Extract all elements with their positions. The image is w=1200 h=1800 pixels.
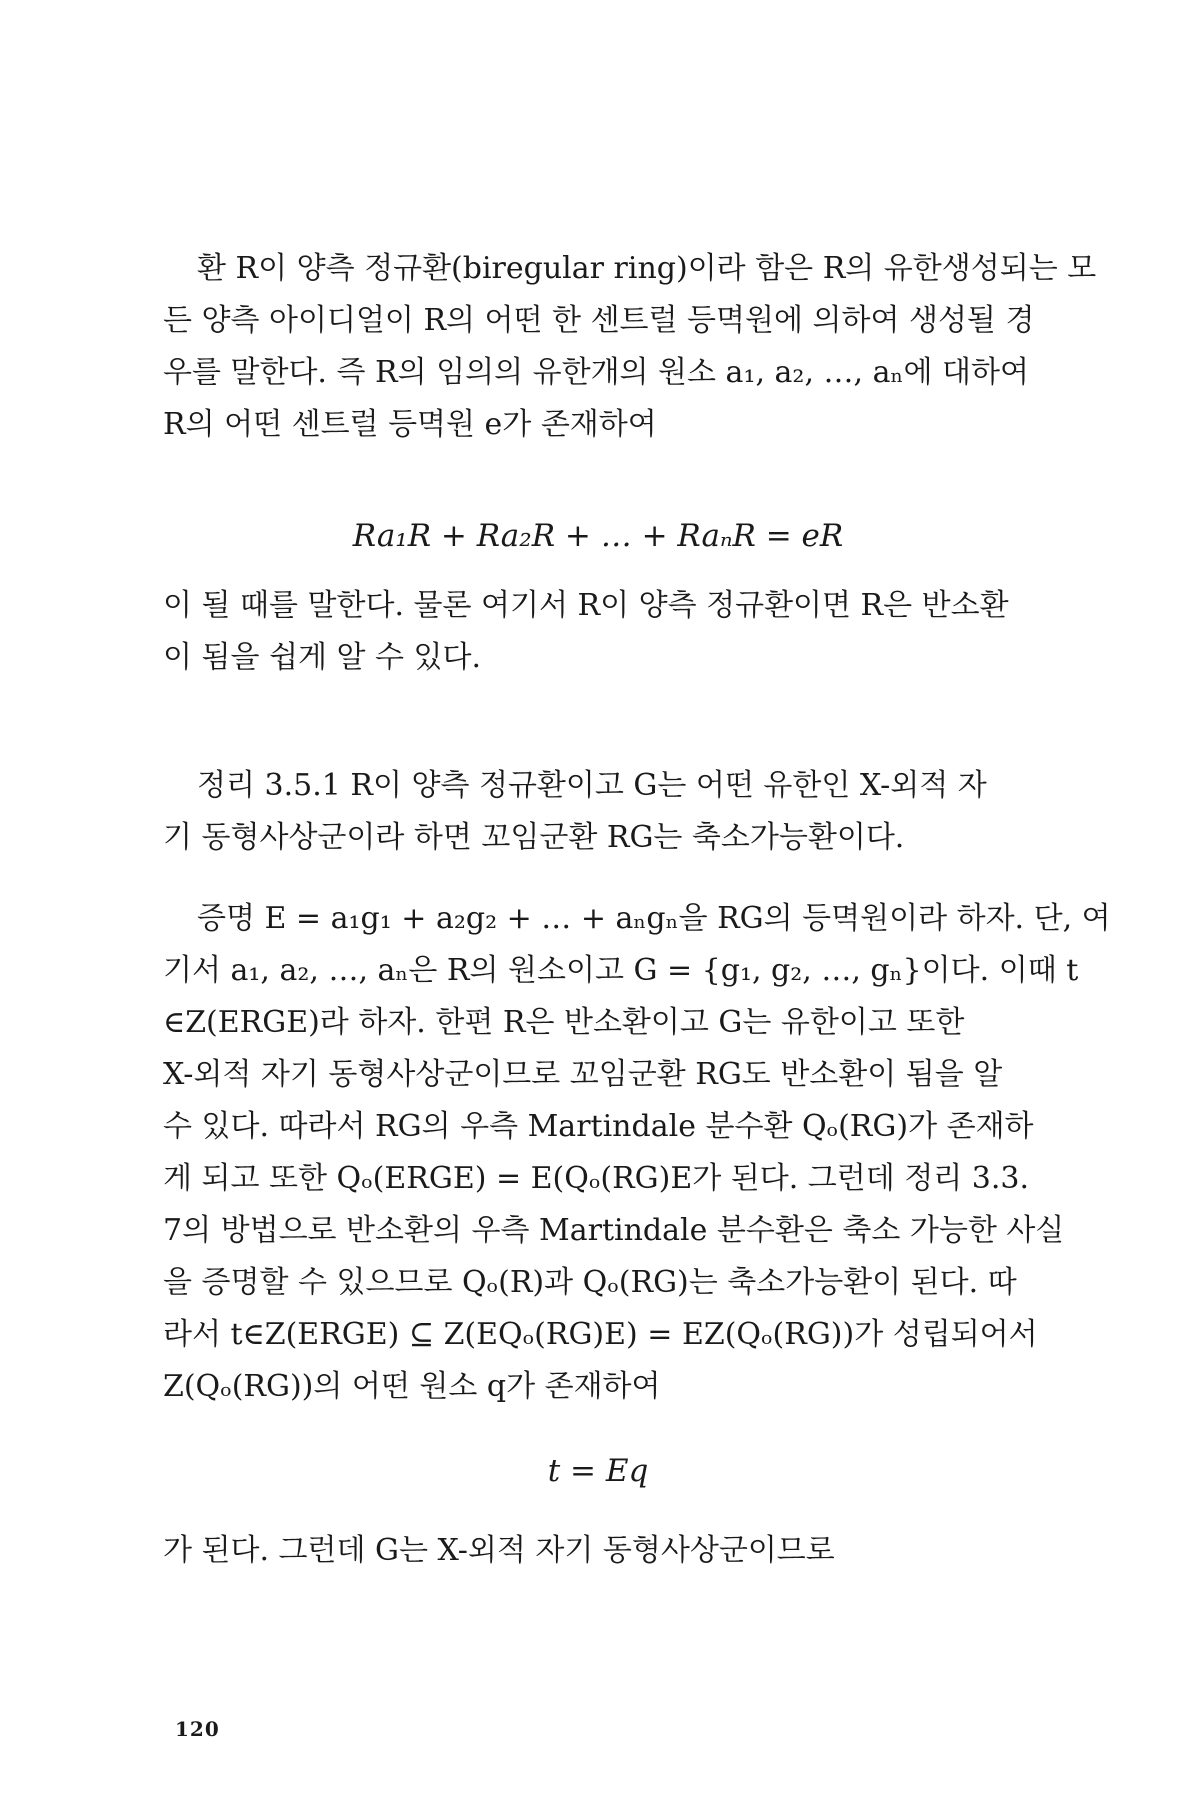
equation-block	[163, 1445, 1033, 1497]
equation-ideal-sum: Ra₁R + Ra₂R + … + RaₙR = eR	[352, 518, 844, 554]
text-line: 가 된다. 그런데 G는 X-외적 자기 동형사상군이므로	[163, 1533, 835, 1568]
theorem-line: 정리 3.5.1 R이 양측 정규환이고 G는 어떤 유한인 X-외적 자	[197, 768, 987, 803]
text-line: R의 어떤 센트럴 등멱원 e가 존재하여	[163, 407, 657, 442]
proof-block	[163, 893, 1111, 1413]
paragraph-continuation	[163, 1525, 1033, 1577]
equation-t-eq: t = Eq	[547, 1453, 649, 1489]
text-line: 이 됨을 쉽게 알 수 있다.	[163, 640, 482, 675]
proof-line: 증명 E = a₁g₁ + a₂g₂ + … + aₙgₙ을 RG의 등멱원이라 하자. 단, 여	[197, 901, 1111, 936]
text-line: 든 양측 아이디얼이 R의 어떤 한 센트럴 등멱원에 의하여 생성될 경	[163, 303, 1035, 338]
paragraph-definition	[163, 243, 1097, 451]
proof-line: 7의 방법으로 반소환의 우측 Martindale 분수환은 축소 가능한 사실	[163, 1213, 1065, 1248]
page-number: 120	[175, 1717, 220, 1741]
text-line: 환 R이 양측 정규환(biregular ring)이라 함은 R의 유한생성되는 모	[197, 251, 1097, 286]
text-line: 이 될 때를 말한다. 물론 여기서 R이 양측 정규환이면 R은 반소환	[163, 588, 1009, 623]
proof-line: 수 있다. 따라서 RG의 우측 Martindale 분수환 Qₒ(RG)가 존재하	[163, 1109, 1034, 1144]
theorem-line: 기 동형사상군이라 하면 꼬임군환 RG는 축소가능환이다.	[163, 820, 905, 855]
proof-line: 기서 a₁, a₂, …, aₙ은 R의 원소이고 G = {g₁, g₂, …, gₙ}이다. 이때 t	[163, 953, 1079, 988]
proof-line: Z(Qₒ(RG))의 어떤 원소 q가 존재하여	[163, 1369, 661, 1404]
proof-line: 게 되고 또한 Qₒ(ERGE) = E(Qₒ(RG)E가 된다. 그런데 정리 3.3.	[163, 1161, 1030, 1196]
proof-line: X-외적 자기 동형사상군이므로 꼬임군환 RG도 반소환이 됨을 알	[163, 1057, 1003, 1092]
text-line: 우를 말한다. 즉 R의 임의의 유한개의 원소 a₁, a₂, …, aₙ에 대하여	[163, 355, 1029, 390]
proof-line: 라서 t∈Z(ERGE) ⊆ Z(EQₒ(RG)E) = EZ(Qₒ(RG))가 성립되어서	[163, 1317, 1038, 1352]
proof-line: ∈Z(ERGE)라 하자. 한편 R은 반소환이고 G는 유한이고 또한	[163, 1005, 965, 1040]
proof-line: 을 증명할 수 있으므로 Qₒ(R)과 Qₒ(RG)는 축소가능환이 된다. 따	[163, 1265, 1017, 1300]
equation-block	[163, 510, 1033, 562]
paragraph-remark	[163, 580, 1033, 684]
theorem-block	[163, 760, 1033, 864]
